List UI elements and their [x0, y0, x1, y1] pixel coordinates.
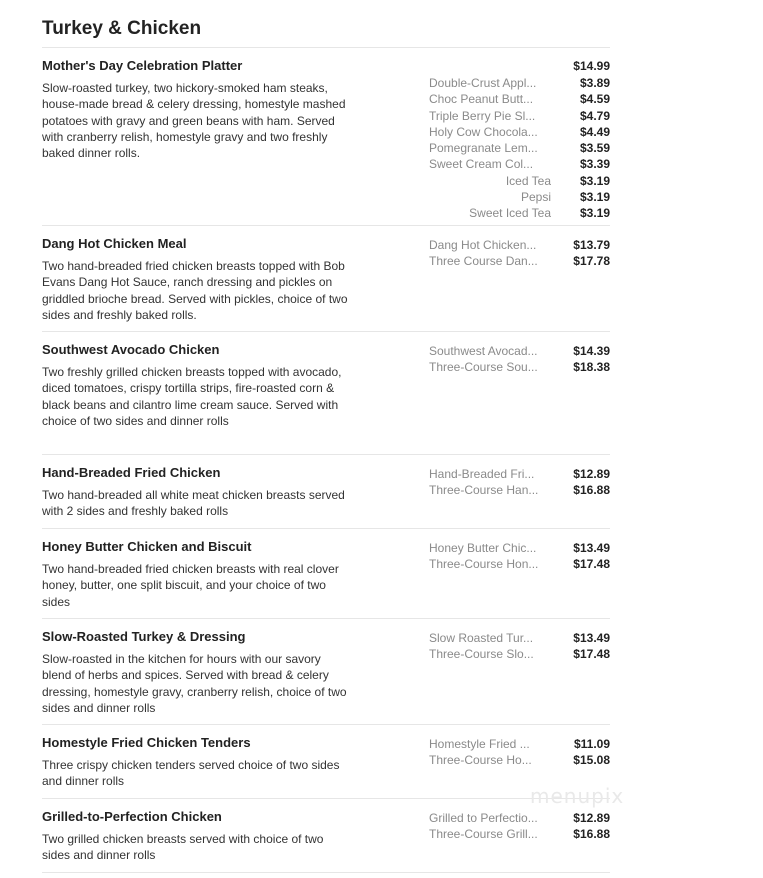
- variant-name: Honey Butter Chic...: [429, 541, 537, 555]
- menu-item-homestyle-fried-chicken-tenders: [42, 725, 610, 799]
- variant-name: Grilled to Perfectio...: [429, 811, 538, 825]
- item-prices: [429, 59, 610, 222]
- variant-row: [429, 253, 610, 269]
- variant-price: $17.48: [573, 647, 610, 662]
- item-prices: [429, 736, 610, 769]
- section-title: Turkey & Chicken: [42, 17, 610, 48]
- menu-item-honey-butter-chicken-biscuit: [42, 529, 610, 619]
- variant-price: $12.89: [573, 467, 610, 481]
- watermark-logo: menupix: [530, 784, 625, 808]
- item-description: Two hand-breaded all white meat chicken breasts served with 2 sides and freshly baked rolls: [42, 488, 345, 519]
- item-description: Two grilled chicken breasts served with choice of two sides and dinner rolls: [42, 832, 324, 863]
- variant-name: Hand-Breaded Fri...: [429, 467, 535, 481]
- variant-price: $4.79: [579, 108, 610, 123]
- item-prices: [429, 343, 610, 376]
- item-prices: [429, 540, 610, 573]
- variant-price: $3.19: [579, 190, 610, 205]
- variant-price: $3.19: [579, 173, 610, 188]
- item-prices: [429, 237, 610, 270]
- variant-name: Three-Course Hon...: [429, 557, 539, 572]
- variant-row: [429, 237, 610, 253]
- variant-price: $3.89: [579, 76, 610, 90]
- variant-price: $13.79: [573, 238, 610, 252]
- item-description: Slow-roasted turkey, two hickory-smoked ham steaks, house-made bread & celery dressing, homestyle mashed potatoes with gravy and green beans with ham. Served with cranberry relish, homestyle gravy and two freshly baked dinner rolls.: [42, 81, 346, 161]
- variant-row: [429, 359, 610, 375]
- variant-row: [429, 173, 610, 189]
- item-description: Two hand-breaded fried chicken breasts topped with Bob Evans Dang Hot Sauce, ranch dressing and pickles on griddled brioche bread. Served with pickles, choice of two sides and freshly baked rolls.: [42, 259, 348, 322]
- variant-price: $17.48: [573, 557, 610, 572]
- variant-name: Triple Berry Pie Sl...: [429, 108, 536, 123]
- variant-row: [429, 482, 610, 498]
- variant-price: $11.09: [573, 737, 610, 751]
- item-name: Hand-Breaded Fried Chicken: [42, 465, 221, 480]
- variant-row: [429, 810, 610, 826]
- variant-name: Iced Tea: [505, 173, 551, 188]
- variant-price: $3.59: [579, 141, 610, 156]
- menu-item-hand-breaded-fried-chicken: [42, 455, 610, 529]
- item-description: Three crispy chicken tenders served choice of two sides and dinner rolls: [42, 758, 340, 789]
- item-name: Slow-Roasted Turkey & Dressing: [42, 629, 246, 644]
- menu-item-mothers-day-platter: [42, 48, 610, 226]
- variant-row: [429, 646, 610, 662]
- item-prices: [429, 630, 610, 663]
- variant-price: $3.39: [579, 157, 610, 172]
- variant-price: $15.08: [573, 753, 610, 768]
- variant-row: [429, 156, 610, 172]
- item-name: Dang Hot Chicken Meal: [42, 236, 187, 251]
- variant-name: Holy Cow Chocola...: [429, 124, 538, 139]
- variant-price: $16.88: [573, 483, 610, 498]
- variant-name: Double-Crust Appl...: [429, 76, 537, 90]
- variant-row: [429, 752, 610, 768]
- variant-name: Dang Hot Chicken...: [429, 238, 537, 252]
- variant-price: $16.88: [573, 827, 610, 842]
- menu-item-grilled-to-perfection-chicken: [42, 799, 610, 873]
- variant-name: Three-Course Han...: [429, 483, 539, 498]
- item-name: Mother's Day Celebration Platter: [42, 58, 243, 73]
- variant-row: [429, 205, 610, 221]
- variant-name: Pomegranate Lem...: [429, 141, 538, 156]
- variant-name: Slow Roasted Tur...: [429, 631, 534, 645]
- variant-name: Three-Course Ho...: [429, 753, 532, 768]
- item-price: $14.99: [573, 59, 610, 73]
- variant-row: [429, 75, 610, 91]
- menu-item-slow-roasted-turkey-dressing: [42, 619, 610, 725]
- variant-price: $4.59: [579, 92, 610, 107]
- variant-name: Sweet Cream Col...: [429, 157, 534, 172]
- variant-row: [429, 540, 610, 556]
- variant-row: [429, 140, 610, 156]
- menu-item-dang-hot-chicken: [42, 226, 610, 332]
- variant-name: Three-Course Slo...: [429, 647, 534, 662]
- variant-price: $18.38: [573, 360, 610, 375]
- variant-name: Pepsi: [520, 190, 551, 205]
- item-name: Grilled-to-Perfection Chicken: [42, 809, 222, 824]
- variant-name: Three Course Dan...: [429, 254, 538, 269]
- variant-row: [429, 124, 610, 140]
- variant-name: Homestyle Fried ...: [429, 737, 530, 751]
- variant-row: [429, 630, 610, 646]
- variant-name: Three-Course Grill...: [429, 827, 538, 842]
- item-name: Homestyle Fried Chicken Tenders: [42, 735, 251, 750]
- item-name: Southwest Avocado Chicken: [42, 342, 220, 357]
- variant-row: [429, 108, 610, 124]
- variant-row: [429, 91, 610, 107]
- menu-page: [42, 0, 610, 873]
- variant-name: Southwest Avocad...: [429, 344, 538, 358]
- variant-row: [429, 343, 610, 359]
- variant-price: $14.39: [573, 344, 610, 358]
- variant-row: [429, 556, 610, 572]
- variant-row: [429, 826, 610, 842]
- item-description: Slow-roasted in the kitchen for hours with our savory blend of herbs and spices. Served with bread & celery dressing, homestyle gravy, cranberry relish, choice of two sides and dinner rolls: [42, 652, 347, 715]
- variant-price: $13.49: [573, 541, 610, 555]
- variant-name: Choc Peanut Butt...: [429, 92, 534, 107]
- variant-price: $4.49: [579, 124, 610, 139]
- menu-item-southwest-avocado-chicken: [42, 332, 610, 455]
- variant-name: Sweet Iced Tea: [469, 206, 551, 221]
- item-prices: [429, 810, 610, 843]
- variant-row: [429, 736, 610, 752]
- item-name: Honey Butter Chicken and Biscuit: [42, 539, 252, 554]
- variant-row: [429, 466, 610, 482]
- variant-price: $17.78: [573, 254, 610, 269]
- item-description: Two hand-breaded fried chicken breasts with real clover honey, butter, one split biscuit, and your choice of two sides: [42, 562, 339, 609]
- variant-price: $3.19: [579, 206, 610, 221]
- variant-row: [429, 189, 610, 205]
- item-description: Two freshly grilled chicken breasts topped with avocado, diced tomatoes, crispy tortilla strips, fire-roasted corn & black beans and cilantro lime cream sauce. Served with choice of two sides and dinner rolls: [42, 365, 342, 428]
- variant-price: $12.89: [573, 811, 610, 825]
- variant-name: Three-Course Sou...: [429, 360, 538, 375]
- item-base-price-row: [429, 59, 610, 73]
- variant-price: $13.49: [573, 631, 610, 645]
- item-prices: [429, 466, 610, 499]
